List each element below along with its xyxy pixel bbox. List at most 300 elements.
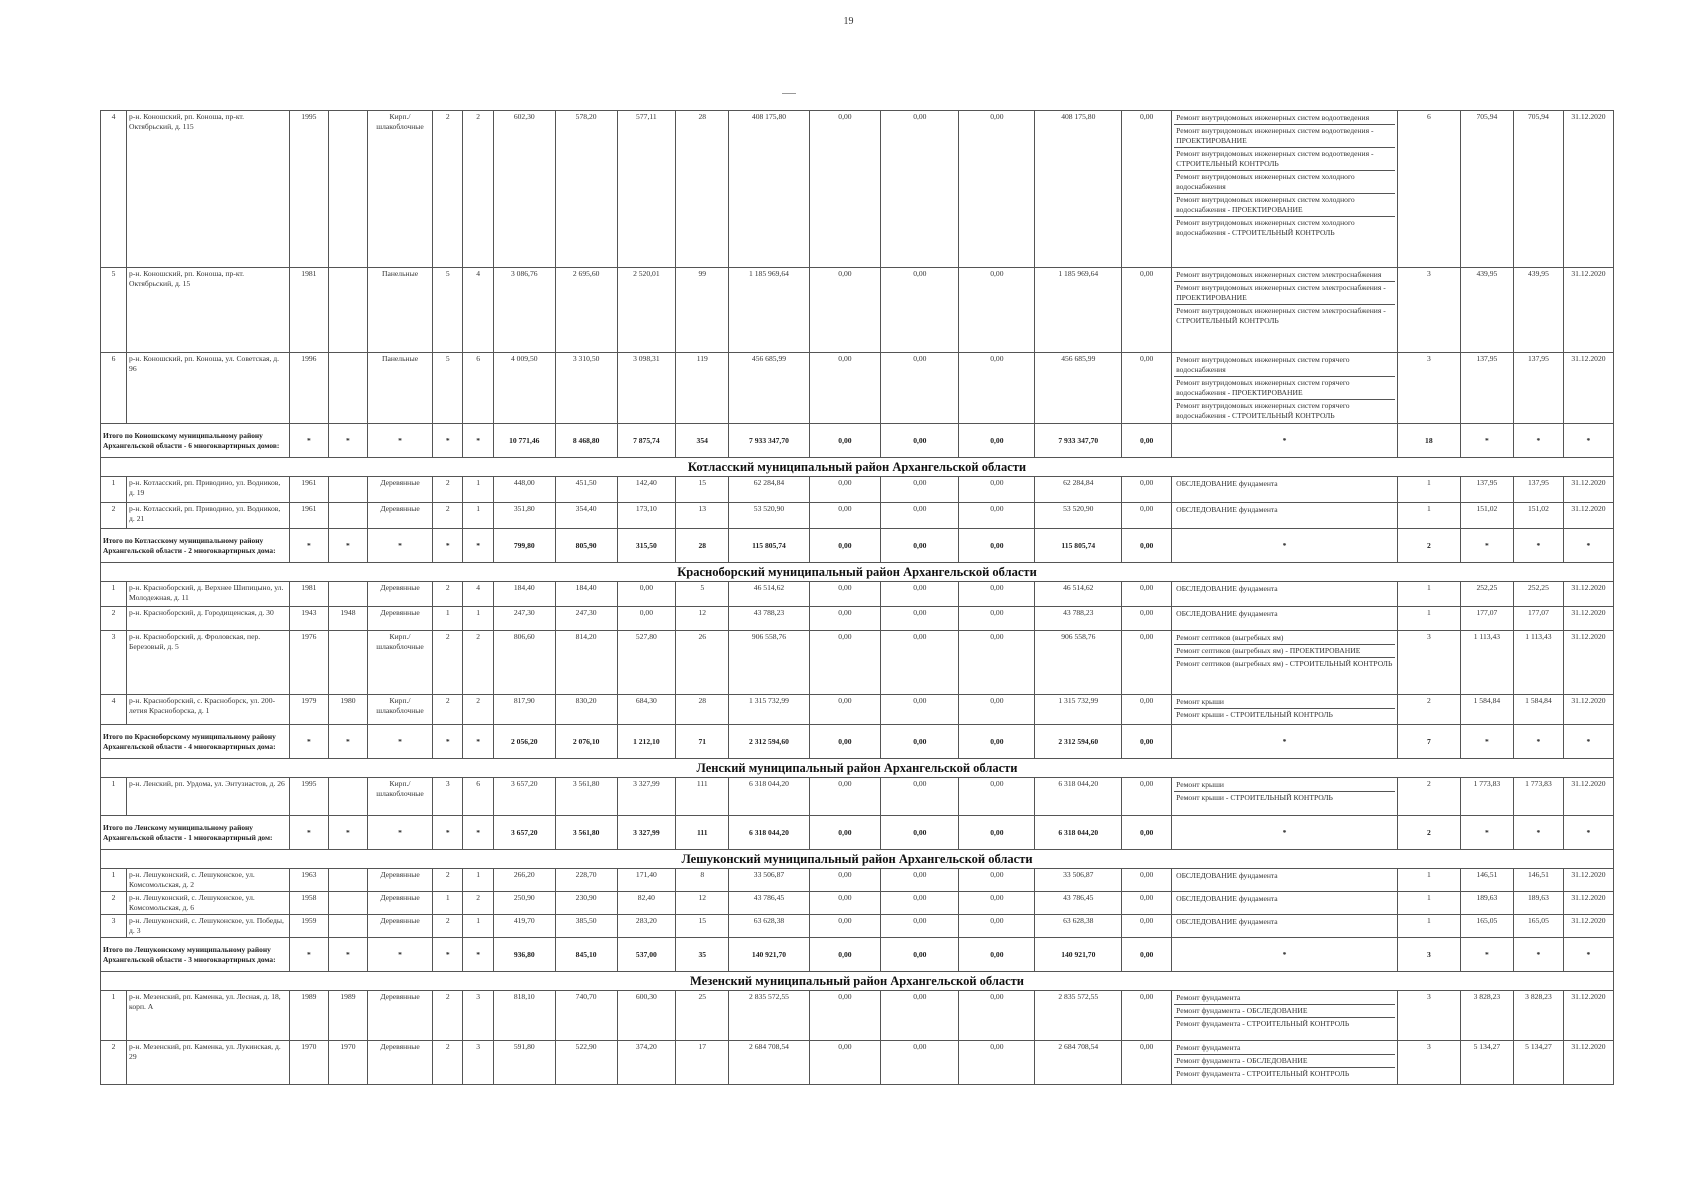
work-item: Ремонт крыши (1174, 779, 1395, 792)
fund-reg-cell: 0,00 (881, 353, 959, 424)
table-row (101, 111, 1614, 268)
total-work-count: 3 (1397, 938, 1460, 972)
fund-reg-cell: 0,00 (881, 915, 959, 938)
floors-cell: 2 (433, 477, 463, 503)
wall-material-cell: Деревянные (367, 991, 432, 1041)
area-total-cell: 4 009,50 (493, 353, 555, 424)
work-count-cell: 1 (1397, 915, 1460, 938)
total-fund-own: 2 312 594,60 (1035, 725, 1122, 759)
entrances-cell: 6 (463, 778, 493, 816)
area-total-cell: 247,30 (493, 607, 555, 631)
total-residents: 35 (676, 938, 729, 972)
fund-own-cell: 6 318 044,20 (1035, 778, 1122, 816)
total-area-res: 2 076,10 (555, 725, 617, 759)
residents-cell: 99 (676, 268, 729, 353)
placeholder-cell: * (1172, 816, 1398, 850)
district-total-row (101, 816, 1614, 850)
year-renovation-cell (328, 111, 367, 268)
fund-mun-cell: 0,00 (959, 1041, 1035, 1085)
fund-reg-cell: 0,00 (881, 111, 959, 268)
total-work-count: 18 (1397, 424, 1460, 458)
fund-own-cell: 43 788,23 (1035, 607, 1122, 631)
placeholder-cell: * (1172, 424, 1398, 458)
area-total-cell: 184,40 (493, 582, 555, 607)
area-res-cell: 740,70 (555, 991, 617, 1041)
work-item: Ремонт внутридомовых инженерных систем водоотведения - ПРОЕКТИРОВАНИЕ (1174, 125, 1395, 148)
area-res-cell: 247,30 (555, 607, 617, 631)
fund-reg-cell: 0,00 (881, 991, 959, 1041)
max-unit-cost-cell: 146,51 (1513, 869, 1563, 892)
cost-total-cell: 2 684 708,54 (729, 1041, 809, 1085)
area-res-cell: 3 310,50 (555, 353, 617, 424)
year-built-cell: 1961 (289, 477, 328, 503)
year-built-cell: 1996 (289, 353, 328, 424)
fund-other-cell: 0,00 (1122, 1041, 1172, 1085)
work-count-cell: 1 (1397, 582, 1460, 607)
year-renovation-cell (328, 503, 367, 529)
fund-own-cell: 906 558,76 (1035, 631, 1122, 695)
placeholder-cell: * (433, 938, 463, 972)
district-header-row (101, 563, 1614, 582)
placeholder-cell: * (367, 424, 432, 458)
area-own-cell: 577,11 (617, 111, 676, 268)
row-number: 1 (101, 778, 127, 816)
area-own-cell: 142,40 (617, 477, 676, 503)
cost-total-cell: 2 835 572,55 (729, 991, 809, 1041)
table-row (101, 631, 1614, 695)
placeholder-cell: * (328, 424, 367, 458)
fund-other-cell: 0,00 (1122, 503, 1172, 529)
fund-mun-cell: 0,00 (959, 111, 1035, 268)
cost-total-cell: 6 318 044,20 (729, 778, 809, 816)
fund-other-cell: 0,00 (1122, 991, 1172, 1041)
total-fund-fond: 0,00 (809, 424, 881, 458)
wall-material-cell: Кирп./ шлакоблочные (367, 695, 432, 725)
fund-own-cell: 2 835 572,55 (1035, 991, 1122, 1041)
entrances-cell: 1 (463, 869, 493, 892)
entrances-cell: 1 (463, 915, 493, 938)
total-area-own: 537,00 (617, 938, 676, 972)
row-number: 4 (101, 111, 127, 268)
residents-cell: 17 (676, 1041, 729, 1085)
fund-reg-cell: 0,00 (881, 695, 959, 725)
cost-total-cell: 53 520,90 (729, 503, 809, 529)
total-label: Итого по Ленскому муниципальному району Архангельской области - 1 многоквартирный дом: (101, 816, 290, 850)
unit-cost-cell: 177,07 (1460, 607, 1513, 631)
fund-mun-cell: 0,00 (959, 778, 1035, 816)
total-area-res: 3 561,80 (555, 816, 617, 850)
work-count-cell: 1 (1397, 477, 1460, 503)
placeholder-cell: * (463, 725, 493, 759)
table-row (101, 477, 1614, 503)
area-res-cell: 354,40 (555, 503, 617, 529)
wall-material-cell: Деревянные (367, 1041, 432, 1085)
deadline-cell: 31.12.2020 (1563, 111, 1613, 268)
total-fund-fond: 0,00 (809, 938, 881, 972)
year-renovation-cell (328, 477, 367, 503)
fund-fond-cell: 0,00 (809, 1041, 881, 1085)
deadline-cell: 31.12.2020 (1563, 991, 1613, 1041)
works-cell (1172, 607, 1398, 631)
deadline-cell: 31.12.2020 (1563, 353, 1613, 424)
table-row (101, 869, 1614, 892)
unit-cost-cell: 1 584,84 (1460, 695, 1513, 725)
placeholder-cell: * (1172, 529, 1398, 563)
deadline-cell: 31.12.2020 (1563, 778, 1613, 816)
fund-own-cell: 2 684 708,54 (1035, 1041, 1122, 1085)
total-area-own: 1 212,10 (617, 725, 676, 759)
fund-reg-cell: 0,00 (881, 778, 959, 816)
work-item: ОБСЛЕДОВАНИЕ фундамента (1176, 917, 1278, 926)
floors-cell: 2 (433, 991, 463, 1041)
residents-cell: 13 (676, 503, 729, 529)
works-cell (1172, 268, 1398, 353)
total-cost-total: 115 805,74 (729, 529, 809, 563)
placeholder-cell: * (1460, 938, 1513, 972)
fund-mun-cell: 0,00 (959, 607, 1035, 631)
fund-fond-cell: 0,00 (809, 607, 881, 631)
placeholder-cell: * (433, 424, 463, 458)
entrances-cell: 3 (463, 1041, 493, 1085)
area-own-cell: 3 327,99 (617, 778, 676, 816)
entrances-cell: 2 (463, 111, 493, 268)
placeholder-cell: * (463, 529, 493, 563)
total-label: Итого по Коношскому муниципальному району Архангельской области - 6 многоквартирных домов: (101, 424, 290, 458)
address-cell: р-н. Красноборский, д. Городищенская, д. 30 (127, 607, 290, 631)
cost-total-cell: 62 284,84 (729, 477, 809, 503)
unit-cost-cell: 439,95 (1460, 268, 1513, 353)
fund-own-cell: 43 786,45 (1035, 892, 1122, 915)
unit-cost-cell: 1 773,83 (1460, 778, 1513, 816)
district-total-row (101, 725, 1614, 759)
total-area-total: 3 657,20 (493, 816, 555, 850)
residents-cell: 15 (676, 477, 729, 503)
work-item: Ремонт внутридомовых инженерных систем электроснабжения (1174, 269, 1395, 282)
unit-cost-cell: 151,02 (1460, 503, 1513, 529)
area-own-cell: 0,00 (617, 607, 676, 631)
wall-material-cell: Кирп./ шлакоблочные (367, 778, 432, 816)
total-residents: 354 (676, 424, 729, 458)
row-number: 6 (101, 353, 127, 424)
cost-total-cell: 456 685,99 (729, 353, 809, 424)
table-row (101, 582, 1614, 607)
total-label: Итого по Красноборскому муниципальному району Архангельской области - 4 многоквартирных дома: (101, 725, 290, 759)
total-fund-fond: 0,00 (809, 816, 881, 850)
work-item: ОБСЛЕДОВАНИЕ фундамента (1176, 894, 1278, 903)
deadline-cell: 31.12.2020 (1563, 869, 1613, 892)
deadline-cell: 31.12.2020 (1563, 268, 1613, 353)
deadline-cell: 31.12.2020 (1563, 477, 1613, 503)
work-item: Ремонт крыши (1174, 696, 1395, 709)
floors-cell: 2 (433, 631, 463, 695)
district-total-row (101, 938, 1614, 972)
fund-mun-cell: 0,00 (959, 477, 1035, 503)
address-cell: р-н. Мезенский, рп. Каменка, ул. Лукинская, д. 29 (127, 1041, 290, 1085)
work-item: Ремонт внутридомовых инженерных систем холодного водоснабжения - СТРОИТЕЛЬНЫЙ КОНТРОЛЬ (1176, 218, 1355, 237)
total-cost-total: 2 312 594,60 (729, 725, 809, 759)
row-number: 4 (101, 695, 127, 725)
area-res-cell: 814,20 (555, 631, 617, 695)
placeholder-cell: * (1460, 529, 1513, 563)
floors-cell: 5 (433, 353, 463, 424)
floors-cell: 2 (433, 1041, 463, 1085)
placeholder-cell: * (1460, 424, 1513, 458)
works-cell (1172, 111, 1398, 268)
address-cell: р-н. Красноборский, с. Красноборск, ул. 200-летия Красноборска, д. 1 (127, 695, 290, 725)
residents-cell: 8 (676, 869, 729, 892)
total-work-count: 2 (1397, 529, 1460, 563)
fund-other-cell: 0,00 (1122, 477, 1172, 503)
unit-cost-cell: 137,95 (1460, 353, 1513, 424)
row-number: 1 (101, 582, 127, 607)
deadline-cell: 31.12.2020 (1563, 607, 1613, 631)
cost-total-cell: 43 786,45 (729, 892, 809, 915)
total-fund-mun: 0,00 (959, 424, 1035, 458)
total-residents: 71 (676, 725, 729, 759)
area-total-cell: 3 086,76 (493, 268, 555, 353)
area-own-cell: 82,40 (617, 892, 676, 915)
row-number: 1 (101, 991, 127, 1041)
fund-fond-cell: 0,00 (809, 892, 881, 915)
works-cell (1172, 915, 1398, 938)
total-fund-other: 0,00 (1122, 424, 1172, 458)
max-unit-cost-cell: 1 773,83 (1513, 778, 1563, 816)
fund-mun-cell: 0,00 (959, 268, 1035, 353)
wall-material-cell: Панельные (367, 268, 432, 353)
year-built-cell: 1961 (289, 503, 328, 529)
fund-fond-cell: 0,00 (809, 915, 881, 938)
total-fund-own: 140 921,70 (1035, 938, 1122, 972)
placeholder-cell: * (367, 938, 432, 972)
year-built-cell: 1995 (289, 778, 328, 816)
entrances-cell: 4 (463, 582, 493, 607)
fund-other-cell: 0,00 (1122, 631, 1172, 695)
work-item: ОБСЛЕДОВАНИЕ фундамента (1176, 609, 1278, 618)
fund-mun-cell: 0,00 (959, 892, 1035, 915)
fund-fond-cell: 0,00 (809, 582, 881, 607)
area-res-cell: 451,50 (555, 477, 617, 503)
work-item: Ремонт внутридомовых инженерных систем водоотведения - СТРОИТЕЛЬНЫЙ КОНТРОЛЬ (1174, 148, 1395, 171)
works-cell (1172, 503, 1398, 529)
placeholder-cell: * (328, 938, 367, 972)
work-count-cell: 2 (1397, 778, 1460, 816)
area-res-cell: 3 561,80 (555, 778, 617, 816)
row-number: 2 (101, 503, 127, 529)
work-item: Ремонт внутридомовых инженерных систем горячего водоснабжения - СТРОИТЕЛЬНЫЙ КОНТРОЛЬ (1176, 401, 1350, 420)
max-unit-cost-cell: 137,95 (1513, 477, 1563, 503)
fund-reg-cell: 0,00 (881, 1041, 959, 1085)
floors-cell: 2 (433, 869, 463, 892)
fund-own-cell: 33 506,87 (1035, 869, 1122, 892)
fund-own-cell: 63 628,38 (1035, 915, 1122, 938)
cost-total-cell: 43 788,23 (729, 607, 809, 631)
unit-cost-cell: 705,94 (1460, 111, 1513, 268)
total-fund-fond: 0,00 (809, 725, 881, 759)
fund-other-cell: 0,00 (1122, 111, 1172, 268)
residents-cell: 28 (676, 111, 729, 268)
total-fund-reg: 0,00 (881, 938, 959, 972)
address-cell: р-н. Мезенский, рп. Каменка, ул. Лесная, д. 18, корп. А (127, 991, 290, 1041)
entrances-cell: 2 (463, 695, 493, 725)
placeholder-cell: * (1460, 725, 1513, 759)
entrances-cell: 3 (463, 991, 493, 1041)
address-cell: р-н. Котласский, рп. Приводино, ул. Водников, д. 19 (127, 477, 290, 503)
table-row (101, 915, 1614, 938)
work-count-cell: 1 (1397, 503, 1460, 529)
table-row (101, 503, 1614, 529)
max-unit-cost-cell: 165,05 (1513, 915, 1563, 938)
fund-mun-cell: 0,00 (959, 631, 1035, 695)
year-renovation-cell: 1989 (328, 991, 367, 1041)
total-area-total: 936,80 (493, 938, 555, 972)
area-own-cell: 600,30 (617, 991, 676, 1041)
total-work-count: 2 (1397, 816, 1460, 850)
work-count-cell: 1 (1397, 892, 1460, 915)
residents-cell: 119 (676, 353, 729, 424)
total-area-res: 805,90 (555, 529, 617, 563)
fund-other-cell: 0,00 (1122, 582, 1172, 607)
floors-cell: 2 (433, 111, 463, 268)
max-unit-cost-cell: 1 113,43 (1513, 631, 1563, 695)
row-number: 3 (101, 915, 127, 938)
max-unit-cost-cell: 1 584,84 (1513, 695, 1563, 725)
placeholder-cell: * (1172, 938, 1398, 972)
deadline-cell: 31.12.2020 (1563, 582, 1613, 607)
cost-total-cell: 408 175,80 (729, 111, 809, 268)
row-number: 2 (101, 1041, 127, 1085)
area-total-cell: 3 657,20 (493, 778, 555, 816)
district-title: Ленский муниципальный район Архангельской области (101, 759, 1614, 778)
address-cell: р-н. Красноборский, д. Фроловская, пер. Березовый, д. 5 (127, 631, 290, 695)
total-fund-other: 0,00 (1122, 529, 1172, 563)
residents-cell: 12 (676, 607, 729, 631)
work-item: Ремонт фундамента (1174, 992, 1395, 1005)
residents-cell: 111 (676, 778, 729, 816)
entrances-cell: 2 (463, 631, 493, 695)
residents-cell: 25 (676, 991, 729, 1041)
fund-other-cell: 0,00 (1122, 353, 1172, 424)
wall-material-cell: Кирп./ шлакоблочные (367, 111, 432, 268)
total-fund-own: 115 805,74 (1035, 529, 1122, 563)
address-cell: р-н. Лешуконский, с. Лешуконское, ул. Комсомольская, д. 6 (127, 892, 290, 915)
placeholder-cell: * (367, 725, 432, 759)
deadline-cell: 31.12.2020 (1563, 1041, 1613, 1085)
cost-total-cell: 33 506,87 (729, 869, 809, 892)
works-cell (1172, 695, 1398, 725)
address-cell: р-н. Красноборский, д. Верхнее Шипицыно, ул. Молодежная, д. 11 (127, 582, 290, 607)
fund-other-cell: 0,00 (1122, 607, 1172, 631)
wall-material-cell: Кирп./ шлакоблочные (367, 631, 432, 695)
work-item: Ремонт фундамента - ОБСЛЕДОВАНИЕ (1174, 1005, 1395, 1018)
residents-cell: 15 (676, 915, 729, 938)
total-fund-own: 6 318 044,20 (1035, 816, 1122, 850)
fund-mun-cell: 0,00 (959, 915, 1035, 938)
floors-cell: 2 (433, 582, 463, 607)
deadline-cell: 31.12.2020 (1563, 503, 1613, 529)
fund-own-cell: 62 284,84 (1035, 477, 1122, 503)
year-built-cell: 1958 (289, 892, 328, 915)
fund-other-cell: 0,00 (1122, 778, 1172, 816)
address-cell: р-н. Ленский, рп. Урдома, ул. Энтузиастов, д. 26 (127, 778, 290, 816)
deadline-cell: 31.12.2020 (1563, 695, 1613, 725)
work-item: ОБСЛЕДОВАНИЕ фундамента (1176, 871, 1278, 880)
fund-fond-cell: 0,00 (809, 503, 881, 529)
total-fund-other: 0,00 (1122, 725, 1172, 759)
year-renovation-cell (328, 869, 367, 892)
area-own-cell: 173,10 (617, 503, 676, 529)
cost-total-cell: 906 558,76 (729, 631, 809, 695)
table-row (101, 353, 1614, 424)
district-title: Котласский муниципальный район Архангельской области (101, 458, 1614, 477)
placeholder-cell: * (289, 938, 328, 972)
work-item: Ремонт фундамента - СТРОИТЕЛЬНЫЙ КОНТРОЛЬ (1176, 1069, 1350, 1078)
wall-material-cell: Деревянные (367, 477, 432, 503)
max-unit-cost-cell: 137,95 (1513, 353, 1563, 424)
placeholder-cell: * (463, 816, 493, 850)
year-built-cell: 1981 (289, 268, 328, 353)
area-own-cell: 684,30 (617, 695, 676, 725)
fund-fond-cell: 0,00 (809, 111, 881, 268)
placeholder-cell: * (1563, 725, 1613, 759)
district-header-row (101, 458, 1614, 477)
work-item: Ремонт крыши - СТРОИТЕЛЬНЫЙ КОНТРОЛЬ (1176, 710, 1333, 719)
works-cell (1172, 582, 1398, 607)
area-total-cell: 817,90 (493, 695, 555, 725)
year-renovation-cell (328, 778, 367, 816)
placeholder-cell: * (1172, 725, 1398, 759)
max-unit-cost-cell: 5 134,27 (1513, 1041, 1563, 1085)
total-area-total: 2 056,20 (493, 725, 555, 759)
year-built-cell: 1979 (289, 695, 328, 725)
unit-cost-cell: 5 134,27 (1460, 1041, 1513, 1085)
total-fund-other: 0,00 (1122, 816, 1172, 850)
total-fund-mun: 0,00 (959, 725, 1035, 759)
fund-reg-cell: 0,00 (881, 477, 959, 503)
year-renovation-cell (328, 268, 367, 353)
max-unit-cost-cell: 439,95 (1513, 268, 1563, 353)
deadline-cell: 31.12.2020 (1563, 631, 1613, 695)
fund-reg-cell: 0,00 (881, 607, 959, 631)
fund-mun-cell: 0,00 (959, 582, 1035, 607)
wall-material-cell: Деревянные (367, 503, 432, 529)
year-renovation-cell (328, 353, 367, 424)
entrances-cell: 6 (463, 353, 493, 424)
year-built-cell: 1989 (289, 991, 328, 1041)
area-total-cell: 266,20 (493, 869, 555, 892)
fund-reg-cell: 0,00 (881, 631, 959, 695)
address-cell: р-н. Коношский, рп. Коноша, пр-кт. Октябрьский, д. 115 (127, 111, 290, 268)
wall-material-cell: Деревянные (367, 607, 432, 631)
cost-total-cell: 1 185 969,64 (729, 268, 809, 353)
area-total-cell: 806,60 (493, 631, 555, 695)
work-item: Ремонт внутридомовых инженерных систем холодного водоснабжения (1174, 171, 1395, 194)
total-fund-reg: 0,00 (881, 529, 959, 563)
residents-cell: 26 (676, 631, 729, 695)
placeholder-cell: * (289, 424, 328, 458)
work-item: Ремонт фундамента - ОБСЛЕДОВАНИЕ (1174, 1055, 1395, 1068)
total-fund-fond: 0,00 (809, 529, 881, 563)
total-fund-own: 7 933 347,70 (1035, 424, 1122, 458)
fund-own-cell: 46 514,62 (1035, 582, 1122, 607)
placeholder-cell: * (1513, 725, 1563, 759)
fund-fond-cell: 0,00 (809, 869, 881, 892)
area-own-cell: 171,40 (617, 869, 676, 892)
area-res-cell: 2 695,60 (555, 268, 617, 353)
placeholder-cell: * (328, 816, 367, 850)
fund-mun-cell: 0,00 (959, 695, 1035, 725)
table-row (101, 268, 1614, 353)
fund-mun-cell: 0,00 (959, 503, 1035, 529)
